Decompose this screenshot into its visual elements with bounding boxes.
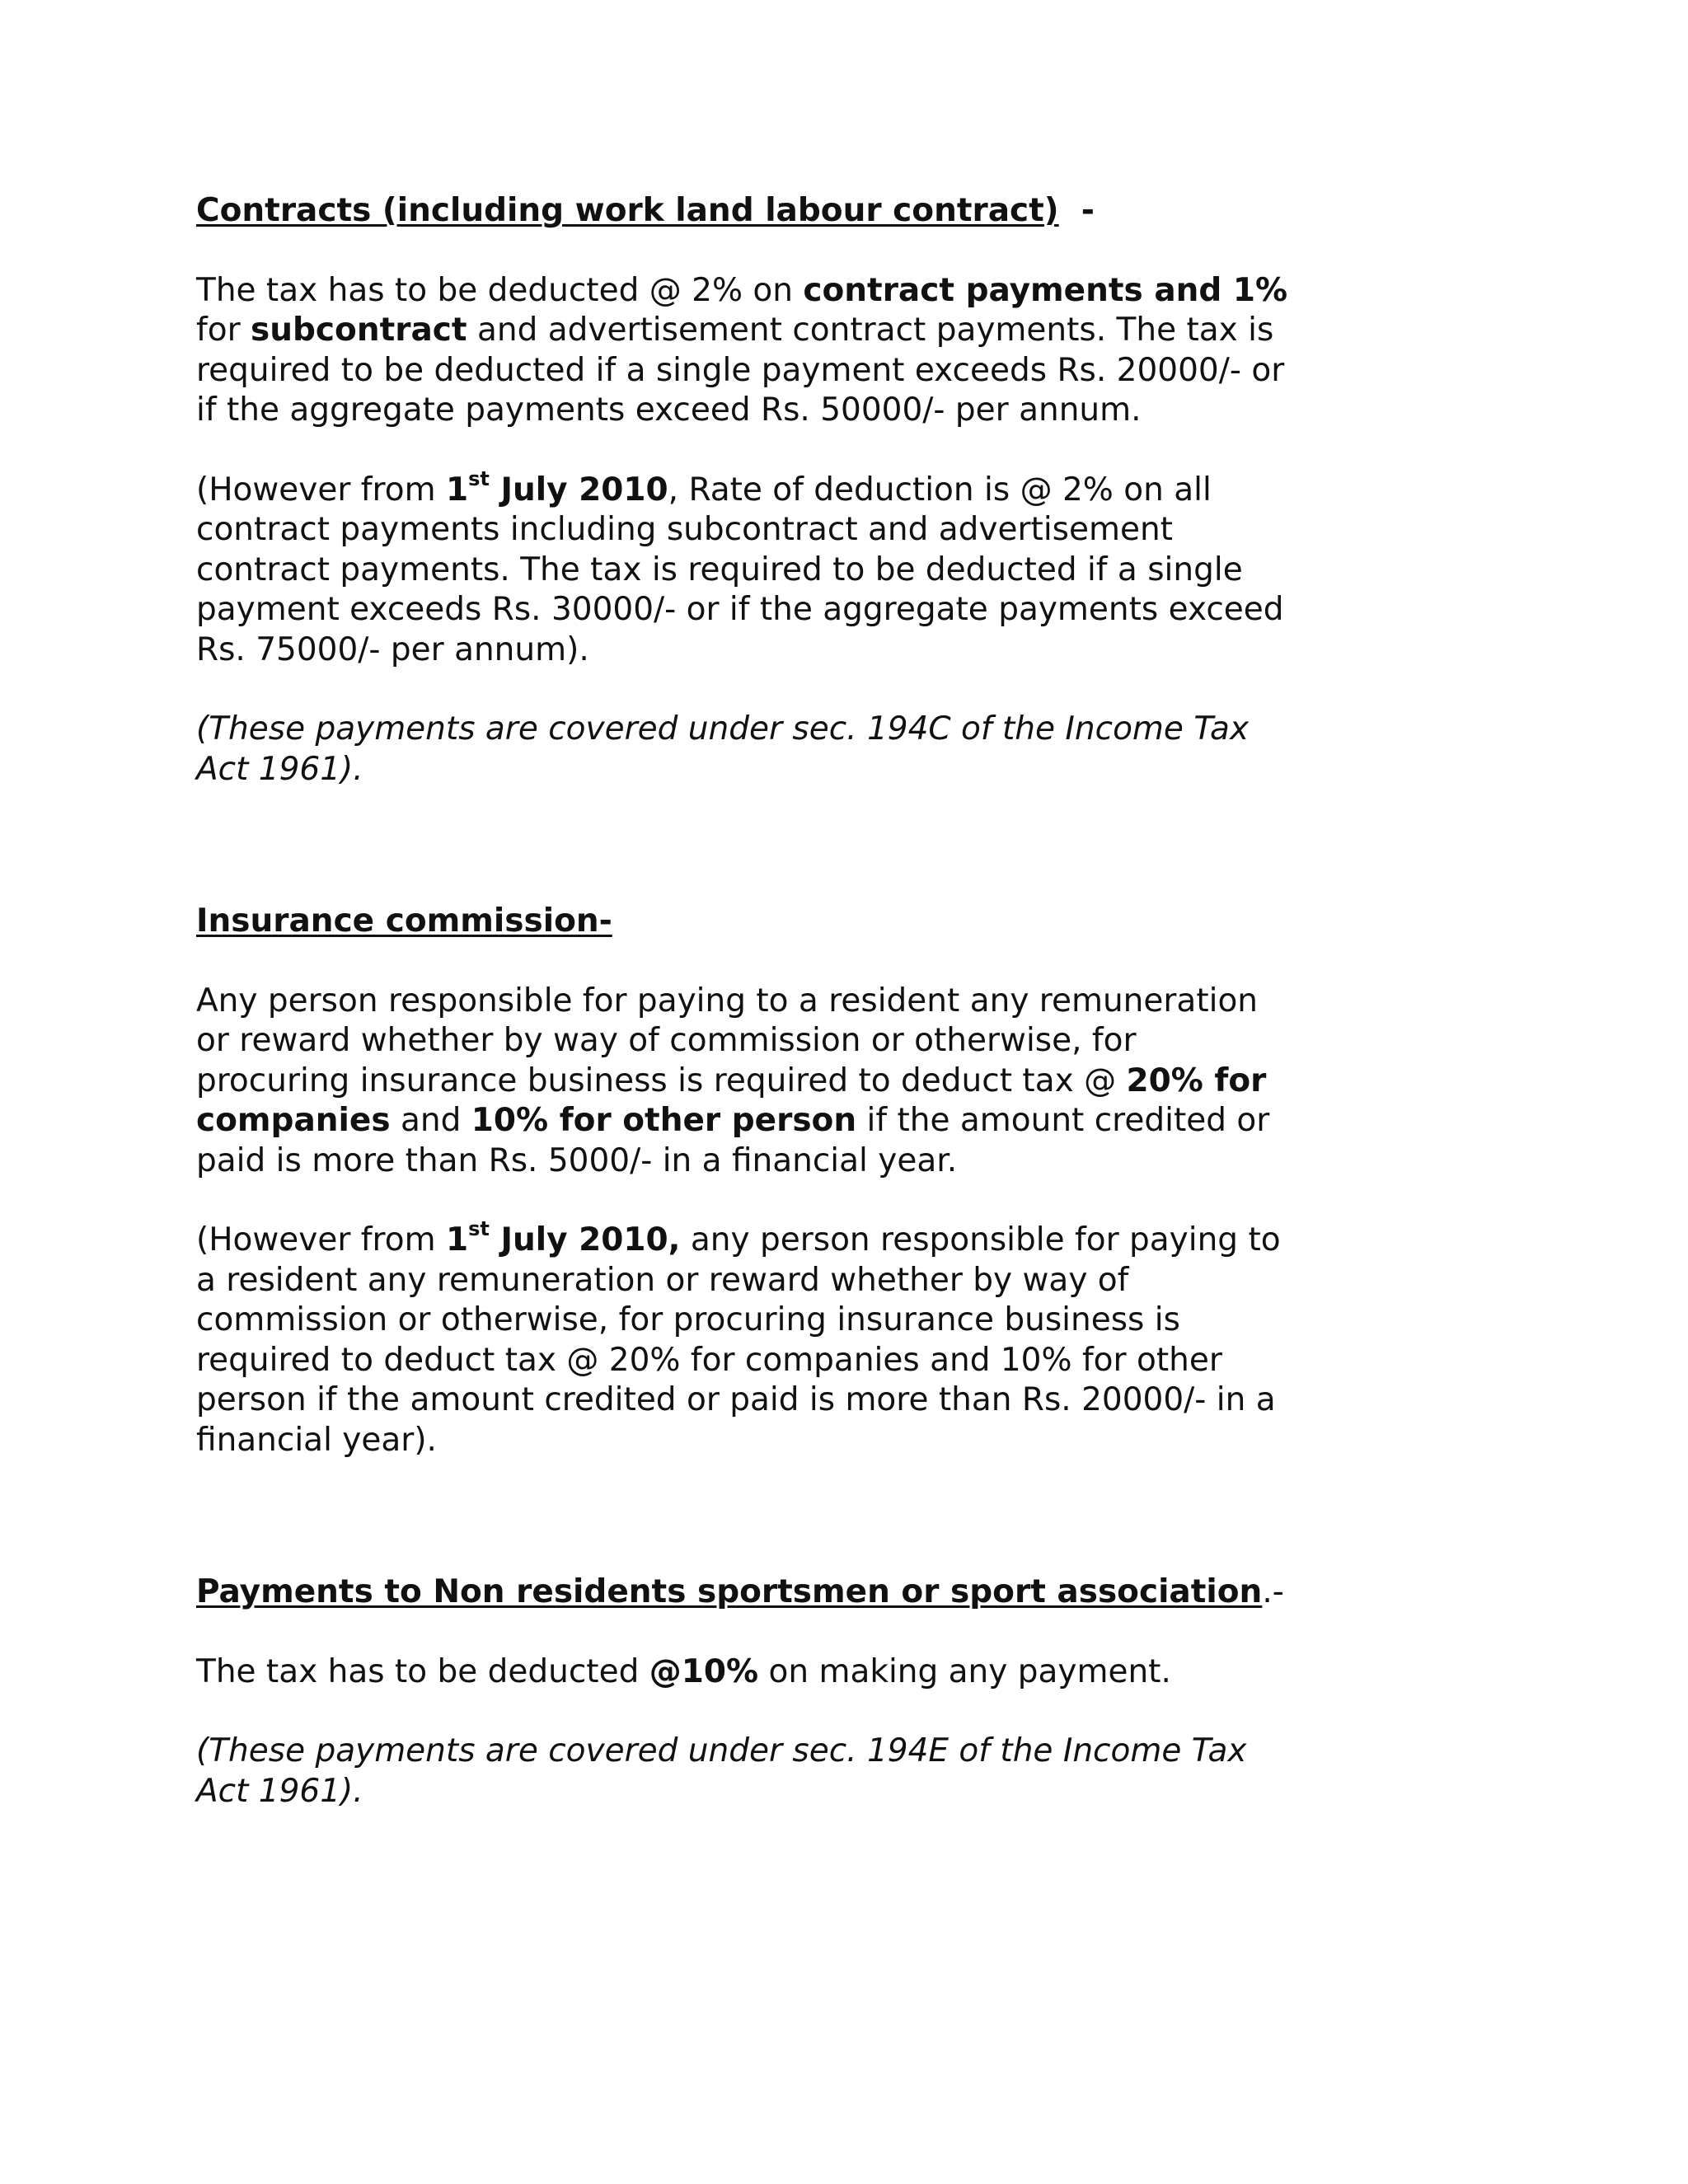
heading-suffix: - — [1058, 192, 1095, 229]
bold-run: subcontract — [251, 312, 467, 349]
paragraph — [196, 1652, 1292, 1693]
section-heading — [196, 1572, 1292, 1613]
text-run: Any person responsible for paying to a resident any remuneration or reward whether by way of commission or otherwise, for procuring insurance business is required to deduct tax @ — [196, 982, 1259, 1099]
heading-text: Payments to Non residents sportsmen or sport association — [196, 1573, 1263, 1610]
superscript: st — [468, 466, 490, 490]
bold-run: July 2010, — [489, 1221, 681, 1258]
bold-run: contract payments and 1% — [803, 271, 1288, 309]
bold-run: July 2010 — [489, 471, 668, 509]
superscript: st — [468, 1217, 490, 1240]
bold-run: 1 — [445, 1221, 469, 1258]
text-run: if the amount credited or paid is more than Rs. 5000/- in a financial year. — [196, 1102, 1270, 1179]
text-run: on making any payment. — [758, 1652, 1171, 1690]
section-note: (These payments are covered under sec. 194E of the Income Tax Act 1961). — [196, 1732, 1247, 1810]
section-note: (These payments are covered under sec. 194C of the Income Tax Act 1961). — [196, 710, 1250, 788]
text-run: The tax has to be deducted @ 2% on — [196, 271, 804, 309]
text-run: (However from — [196, 471, 446, 509]
paragraph — [196, 271, 1292, 431]
section-contracts — [196, 191, 1292, 790]
heading-suffix: .- — [1262, 1573, 1284, 1610]
section-insurance-commission — [196, 902, 1292, 1460]
heading-text: Contracts (including work land labour contract) — [196, 192, 1059, 229]
document-page — [196, 191, 1292, 1811]
paragraph — [196, 1217, 1292, 1460]
bold-run: @10% — [649, 1652, 759, 1690]
text-run: and advertisement contract payments. The tax is required to be deducted if a single payment exceeds Rs. 20000/- or if the aggregate payments exceed Rs. 50000/- per annum. — [196, 312, 1285, 429]
text-run: , Rate of deduction is @ 2% on all contract payments including subcontract and advertisement contract payments. The tax is required to be deducted if a single payment exceeds Rs. 30000/- or if the aggregate payments exceed Rs. 75000/- per annum). — [196, 471, 1284, 668]
text-run: and — [390, 1102, 471, 1139]
bold-run: 10% for other person — [471, 1102, 857, 1139]
bold-run: 20% for companies — [196, 1062, 1267, 1139]
paragraph — [196, 982, 1292, 1182]
text-run: (However from — [196, 1221, 446, 1258]
text-run: The tax has to be deducted — [196, 1652, 649, 1690]
section-heading — [196, 902, 1292, 942]
paragraph — [196, 466, 1292, 671]
text-run: for — [196, 312, 251, 349]
text-run: any person responsible for paying to a resident any remuneration or reward whether by way of commission or otherwise, for procuring insurance business is required to deduct tax @ 20% for companies and 10% for other person if the amount credited or paid is more than Rs. 20000/- in a financial year). — [196, 1221, 1281, 1459]
section-non-resident-sportsmen — [196, 1572, 1292, 1811]
heading-text: Insurance commission- — [196, 902, 612, 940]
bold-run: 1 — [445, 471, 469, 509]
section-heading — [196, 191, 1292, 232]
